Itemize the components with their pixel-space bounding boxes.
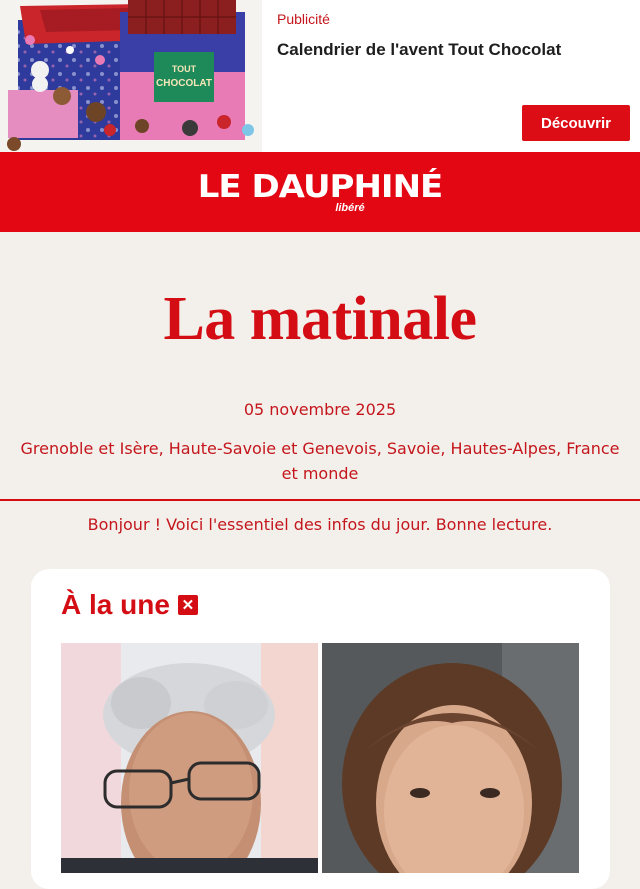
- ad-label: Publicité: [277, 11, 330, 27]
- man-portrait: [61, 643, 318, 873]
- ad-title[interactable]: Calendrier de l'avent Tout Chocolat: [277, 40, 562, 59]
- brand-logo-sub: libéré: [335, 202, 365, 214]
- newsletter-intro: Bonjour ! Voici l'essentiel des infos du jour. Bonne lecture.: [87, 515, 553, 534]
- close-icon: ✕: [178, 595, 198, 615]
- section-title-text: À la une: [61, 589, 170, 620]
- newsletter-title: La matinale: [163, 285, 477, 353]
- woman-portrait: [322, 643, 579, 873]
- headline-photo-man[interactable]: [61, 643, 318, 873]
- brand-logo[interactable]: LE DAUPHINÉ: [197, 168, 443, 206]
- ad-image[interactable]: [0, 0, 262, 152]
- brand-header[interactable]: [0, 152, 640, 232]
- svg-text:TOUT: TOUT: [171, 64, 197, 74]
- newsletter-regions: Grenoble et Isère, Haute-Savoie et Genevois, Savoie, Hautes-Alpes, France et monde: [20, 439, 620, 483]
- ad-banner[interactable]: [0, 0, 640, 152]
- newsletter-date: 05 novembre 2025: [243, 400, 397, 419]
- advent-calendar-illustration: [0, 0, 262, 152]
- newsletter-header: [0, 232, 640, 534]
- discover-button[interactable]: Découvrir: [522, 105, 630, 141]
- svg-text:CHOCOLAT: CHOCOLAT: [156, 78, 212, 89]
- headline-card: [31, 569, 610, 889]
- headline-photo-woman[interactable]: [322, 643, 579, 873]
- section-title: [61, 589, 198, 621]
